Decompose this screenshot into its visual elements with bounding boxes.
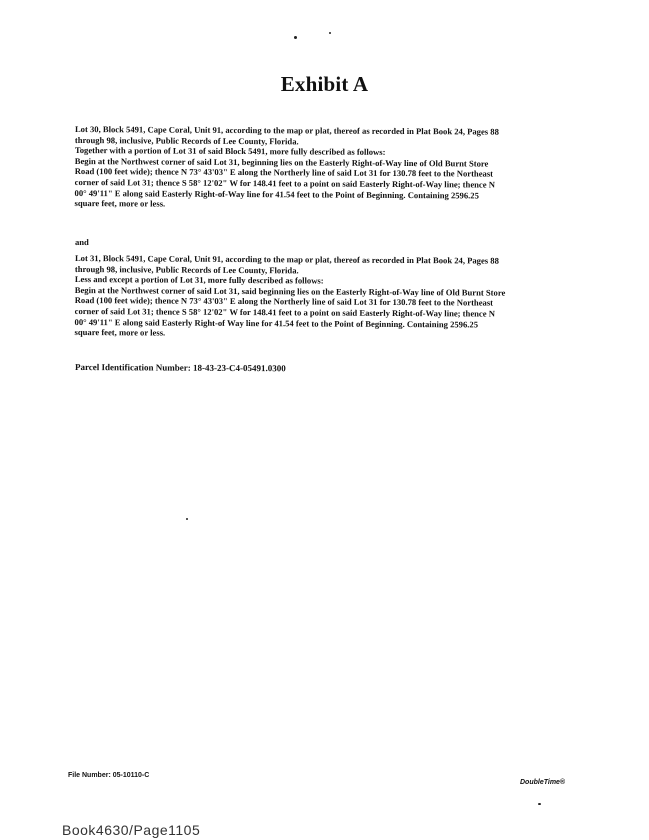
text-line: Together with a portion of Lot 31 of said Block 5491, more fully described as follows: [74,145,386,158]
text-line: square feet, more or less. [74,198,166,209]
text-line: corner of said Lot 31; thence S 58° 12'02" W for 148.41 feet to a point on said Easterly Right-of-Way line; thence N [74,305,495,319]
legal-description-lot-30 [74,124,587,212]
text-line: corner of said Lot 31; thence S 58° 12'02" W for 148.41 feet to a point on said Easterly Right-of-Way line; thence N [74,176,495,190]
text-line: Road (100 feet wide); thence N 73° 43'03" E along the Northerly line of said Lot 31 for 130.78 feet to the Northeast [74,166,494,179]
text-line: 00° 49'11" E along said Easterly Right-of-Way line for 41.54 feet to the Point of Beginning. Containing 2596.25 [74,187,479,201]
text-line: Lot 31, Block 5491, Cape Coral, Unit 91, according to the map or plat, thereof as recorded in Plat Book 24, Pages 88 [74,253,499,266]
text-line: Lot 30, Block 5491, Cape Coral, Unit 91, according to the map or plat, thereof as recorded in Plat Book 24, Pages 88 [74,124,499,137]
scan-speck [294,36,297,39]
text-line: 00° 49'11" E along said Easterly Right-of Way line for 41.54 feet to the Point of Beginning. Containing 2596.25 [74,316,479,330]
scan-speck [186,518,188,520]
text-line: square feet, more or less. [74,327,166,338]
brand-mark: DoubleTime® [520,779,566,786]
exhibit-title: Exhibit A [280,72,369,96]
parcel-identification: Parcel Identification Number: 18-43-23-C4-05491.0300 [74,362,286,374]
scan-speck [538,803,541,805]
text-line: Begin at the Northwest corner of said Lot 31, beginning lies on the Easterly Right-of-Way line of Old Burnt Store [74,155,489,169]
and-separator: and [74,237,89,248]
book-page-stamp: Book4630/Page1105 [62,822,201,838]
text-line: Less and except a portion of Lot 31, more fully described as follows: [74,274,324,286]
text-line: Road (100 feet wide); thence N 73° 43'03" E along the Northerly line of said Lot 31 for 130.78 feet to the Northeast [74,295,494,308]
text-line: through 98, inclusive, Public Records of Lee County, Florida. [74,263,299,275]
scan-speck [329,32,331,34]
text-line: through 98, inclusive, Public Records of Lee County, Florida. [74,134,299,146]
file-number: File Number: 05-10110-C [68,772,150,779]
legal-description-lot-31 [74,253,587,341]
text-line: Begin at the Northwest corner of said Lot 31, said beginning lies on the Easterly Right-of-Way line of Old Burnt Store [74,284,506,298]
